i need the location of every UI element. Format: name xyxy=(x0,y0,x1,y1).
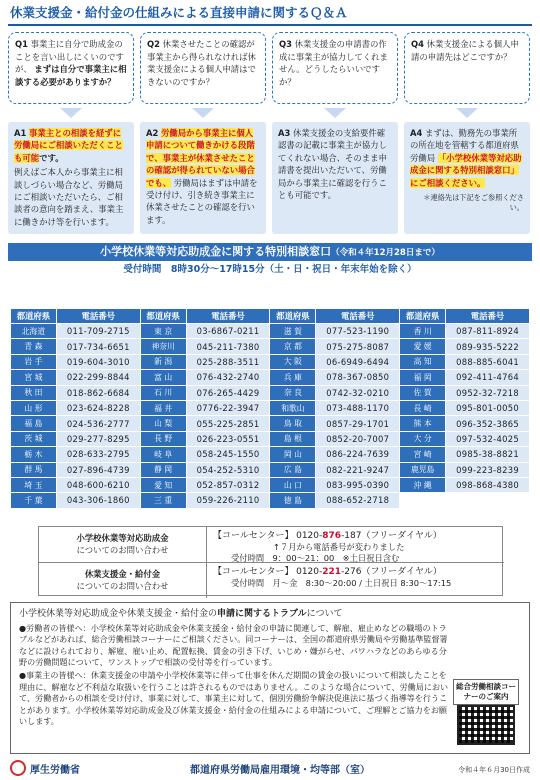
prefecture-cell: 群 馬 xyxy=(11,462,57,477)
qa-card-3 xyxy=(272,32,398,237)
phone-number-cell[interactable]: 025-288-3511 xyxy=(186,354,270,369)
prefecture-cell: 滋 賀 xyxy=(270,324,316,339)
phone-number-cell[interactable]: 011-709-2715 xyxy=(56,324,140,339)
phone-number-cell[interactable]: 022-299-8844 xyxy=(56,370,140,385)
answer-text: 休業支援金の支給要件確認書の記載に事業主が協力してくれない場合、そのまま申請書を提出いただいて、労働局から事業主に確認を行うことも可能です。 xyxy=(278,128,387,201)
phone-number-cell[interactable]: 076-432-2740 xyxy=(186,370,270,385)
phone-number-cell[interactable]: 078-367-0850 xyxy=(316,370,400,385)
call-center-box xyxy=(38,526,503,596)
trouble-title-c: について xyxy=(306,609,343,619)
column-header: 電話番号 xyxy=(446,309,530,324)
arrow-down-icon xyxy=(456,108,478,118)
answer-highlight: 「小学校休業等対応助成金に関する特別相談窓口」にご相談ください。 xyxy=(410,152,522,188)
prefecture-cell: 北海道 xyxy=(11,324,57,339)
prefecture-cell: 大 阪 xyxy=(270,354,316,369)
answer-text: 例えばご本人から事業主に相談しづらい場合など、労働局にご相談いただいたら、ご相談者の意向を踏まえ、事業主に働きかけ等を行います。 xyxy=(14,167,124,227)
prefecture-cell: 千 葉 xyxy=(11,493,57,508)
question-number: Q4 xyxy=(411,39,424,49)
prefecture-cell: 静 岡 xyxy=(140,462,186,477)
table-row xyxy=(11,416,530,431)
band-subtitle: （令和４年12月28日まで） xyxy=(331,248,440,258)
phone-number-cell[interactable]: 017-734-6651 xyxy=(56,339,140,354)
prefecture-cell: 宮 崎 xyxy=(400,447,446,462)
phone-number-cell[interactable]: 083-995-0390 xyxy=(316,477,400,492)
column-header: 都道府県 xyxy=(400,309,446,324)
question-box xyxy=(140,32,266,104)
phone-number-cell[interactable]: 077-523-1190 xyxy=(316,324,400,339)
phone-number-cell[interactable]: 027-896-4739 xyxy=(56,462,140,477)
phone-number-cell[interactable]: 0776-22-3947 xyxy=(186,400,270,415)
prefecture-cell: 岡 山 xyxy=(270,447,316,462)
prefecture-cell: 京 都 xyxy=(270,339,316,354)
prefecture-cell: 三 重 xyxy=(140,493,186,508)
prefecture-cell: 茨 城 xyxy=(11,431,57,446)
phone-number-cell[interactable]: 0852-20-7007 xyxy=(316,431,400,446)
phone-number-cell[interactable]: 048-600-6210 xyxy=(56,477,140,492)
column-header: 電話番号 xyxy=(186,309,270,324)
answer-box xyxy=(140,122,266,234)
notice-workers: ●労働者の皆様へ：小学校休業等対応助成金や休業支援金・給付金の申請に関連して、解雇、雇止めなどの職場のトラブルなどがあれば、総合労働相談コーナーにご相談ください。同コーナーは、全国の都道府県労働局や労働基準監督署などに設けられており、解雇、雇い止め、配置転換、賃金の引き下げ、いじめ・嫌がらせ、パワハラなどのあらゆる分野の労働問題について、ワンストップで相談の受付等を行っています。 xyxy=(19,622,448,668)
column-header: 都道府県 xyxy=(11,309,57,324)
question-bold: まずは自分で事業主に相談する必要がありますか？ xyxy=(15,64,127,87)
contact-note: ↑７月から電話番号が変わりました xyxy=(273,541,405,552)
trouble-notice xyxy=(10,602,530,754)
phone-prefix[interactable]: 0120- xyxy=(296,531,323,541)
phone-number-cell[interactable]: 095-801-0050 xyxy=(446,400,530,415)
prefecture-cell: 島 根 xyxy=(270,431,316,446)
phone-number-cell[interactable]: 088-652-2718 xyxy=(316,493,400,508)
prefecture-cell: 佐 賀 xyxy=(400,385,446,400)
prefecture-cell: 埼 玉 xyxy=(11,477,57,492)
phone-number-cell[interactable]: 082-221-9247 xyxy=(316,462,400,477)
table-row xyxy=(11,447,530,462)
prefecture-cell: 熊 本 xyxy=(400,416,446,431)
call-center-label: 【コールセンター】 xyxy=(213,531,294,541)
phone-number-cell[interactable]: 0952-32-7218 xyxy=(446,385,530,400)
prefecture-cell: 香 川 xyxy=(400,324,446,339)
contact-hours: 受付時間 9：00～21：00 ※土日祝日含む xyxy=(231,552,400,563)
prefecture-cell: 新 潟 xyxy=(140,354,186,369)
answer-number: A3 xyxy=(278,128,291,138)
qr-code-icon[interactable] xyxy=(457,705,515,745)
prefecture-cell: 兵 庫 xyxy=(270,370,316,385)
phone-number-cell[interactable]: 075-275-8087 xyxy=(316,339,400,354)
answer-box xyxy=(272,122,398,234)
contact-label xyxy=(39,527,207,562)
table-row xyxy=(11,493,530,508)
prefecture-cell: 岐 阜 xyxy=(140,447,186,462)
answer-number: A2 xyxy=(146,128,159,138)
phone-highlight[interactable]: 221 xyxy=(322,567,342,577)
contact-name: 休業支援金・給付金 xyxy=(84,569,161,579)
contact-detail xyxy=(213,530,503,563)
phone-highlight[interactable]: 876 xyxy=(322,531,342,541)
prefecture-cell xyxy=(400,493,446,508)
answer-number: A1 xyxy=(14,128,27,138)
arrow-down-icon xyxy=(324,108,346,118)
prefecture-cell: 徳 島 xyxy=(270,493,316,508)
ministry-logo-icon xyxy=(10,760,26,776)
question-number: Q3 xyxy=(279,39,292,49)
column-header: 電話番号 xyxy=(316,309,400,324)
phone-number-cell[interactable]: 098-868-4380 xyxy=(446,477,530,492)
phone-suffix[interactable]: -276（フリーダイヤル） xyxy=(341,567,442,577)
answer-highlight: 事業主との相談を経ずに労働局にご相談いただくことも可能 xyxy=(14,128,123,163)
prefecture-cell: 高 知 xyxy=(400,354,446,369)
answer-highlight: 労働局から事業主に個人申請について働きかける段階で、事業主が休業させたことの確認が得られていない場合でも、 xyxy=(146,128,255,188)
question-box xyxy=(404,32,530,104)
prefecture-cell: 神奈川 xyxy=(140,339,186,354)
phone-prefix[interactable]: 0120- xyxy=(296,567,323,577)
question-box xyxy=(272,32,398,104)
phone-number-cell[interactable]: 087-811-8924 xyxy=(446,324,530,339)
phone-number-cell[interactable]: 029-277-8295 xyxy=(56,431,140,446)
prefecture-cell: 福 岡 xyxy=(400,370,446,385)
answer-box xyxy=(404,122,530,234)
qa-card-4 xyxy=(404,32,530,237)
phone-number-cell[interactable]: 06-6949-6494 xyxy=(316,354,400,369)
table-row xyxy=(11,370,530,385)
question-text: 事業主に自分で助成金のことを言い出しにくいのですが、 xyxy=(15,39,124,75)
prefecture-cell: 長 野 xyxy=(140,431,186,446)
contact-row xyxy=(39,562,504,597)
call-center-label: 【コールセンター】 xyxy=(213,567,294,577)
phone-number-cell[interactable]: 026-223-0551 xyxy=(186,431,270,446)
prefecture-cell: 山 形 xyxy=(11,400,57,415)
phone-number-cell[interactable]: 099-223-8239 xyxy=(446,462,530,477)
question-number: Q1 xyxy=(15,39,28,49)
reception-hours: 受付時間 8時30分～17時15分（土・日・祝日・年末年始を除く） xyxy=(8,262,532,278)
phone-number-cell[interactable]: 054-252-5310 xyxy=(186,462,270,477)
table-row xyxy=(11,462,530,477)
question-text: 休業させたことの確認が事業主から得られなければ休業支援金による個人申請はできないのですか？ xyxy=(147,39,256,87)
phone-number-cell[interactable]: 019-604-3010 xyxy=(56,354,140,369)
column-header: 都道府県 xyxy=(270,309,316,324)
phone-number-cell[interactable]: 086-224-7639 xyxy=(316,447,400,462)
phone-number-cell[interactable]: 096-352-3865 xyxy=(446,416,530,431)
answer-text: まずは、勤務先の事業所の所在地を管轄する都道府県労働局 xyxy=(410,128,519,163)
table-row xyxy=(11,431,530,446)
prefecture-cell: 奈 良 xyxy=(270,385,316,400)
contact-label xyxy=(39,563,207,598)
prefecture-cell: 和歌山 xyxy=(270,400,316,415)
prefecture-cell: 長 崎 xyxy=(400,400,446,415)
phone-number-cell[interactable]: 0985-38-8821 xyxy=(446,447,530,462)
question-text: 休業支援金による個人申請の申請先はどこですか？ xyxy=(411,39,519,62)
title-divider xyxy=(8,24,532,26)
prefecture-cell: 石 川 xyxy=(140,385,186,400)
contact-hours: 受付時間 月～金 8:30～20:00 / 土日祝日 8:30～17:15 xyxy=(231,577,452,588)
phone-number-cell[interactable]: 097-532-4025 xyxy=(446,431,530,446)
prefecture-cell: 山 口 xyxy=(270,477,316,492)
phone-number-cell[interactable]: 055-225-2851 xyxy=(186,416,270,431)
question-number: Q2 xyxy=(147,39,160,49)
prefecture-cell: 福 井 xyxy=(140,400,186,415)
arrow-down-icon xyxy=(192,108,214,118)
column-header: 都道府県 xyxy=(140,309,186,324)
prefecture-cell: 福 島 xyxy=(11,416,57,431)
phone-number-cell[interactable]: 073-488-1170 xyxy=(316,400,400,415)
phone-number-cell[interactable]: 043-306-1860 xyxy=(56,493,140,508)
phone-number-cell[interactable]: 0742-32-0210 xyxy=(316,385,400,400)
contact-name: 小学校休業等対応助成金 xyxy=(76,533,169,543)
footer xyxy=(10,758,530,778)
consultation-band xyxy=(8,243,532,261)
prefecture-cell: 栃 木 xyxy=(11,447,57,462)
answer-text: 労働局はまずは申請を受け付け、引き続き事業主に休業させたことの確認を行います。 xyxy=(146,177,258,225)
prefecture-cell: 沖 縄 xyxy=(400,477,446,492)
phone-number-cell[interactable]: 03-6867-0211 xyxy=(186,324,270,339)
ministry-name: 厚生労働省 xyxy=(30,765,80,776)
prefecture-cell: 山 梨 xyxy=(140,416,186,431)
prefecture-cell: 愛 媛 xyxy=(400,339,446,354)
question-box xyxy=(8,32,134,104)
prefecture-cell: 広 島 xyxy=(270,462,316,477)
table-header-row xyxy=(11,309,530,324)
phone-number-cell[interactable]: 058-245-1550 xyxy=(186,447,270,462)
qa-card-1 xyxy=(8,32,134,237)
arrow-down-icon xyxy=(60,108,82,118)
answer-highlight-tail: です。 xyxy=(39,152,64,163)
qr-caption: 総合労働相談コーナーのご案内 xyxy=(453,679,519,705)
table-row xyxy=(11,385,530,400)
prefecture-cell: 愛 知 xyxy=(140,477,186,492)
phone-table xyxy=(10,308,530,509)
answer-number: A4 xyxy=(410,128,423,138)
prefecture-cell: 鳥 取 xyxy=(270,416,316,431)
contact-sub: についてのお問い合わせ xyxy=(76,545,169,555)
column-header: 電話番号 xyxy=(56,309,140,324)
table-row xyxy=(11,324,530,339)
prefecture-cell: 大 分 xyxy=(400,431,446,446)
table-row xyxy=(11,354,530,369)
prefecture-cell: 東 京 xyxy=(140,324,186,339)
answer-box xyxy=(8,122,134,234)
trouble-title-a: 小学校休業等対応助成金や休業支援金・給付金の xyxy=(19,609,218,619)
band-title: 小学校休業等対応助成金に関する特別相談窓口 xyxy=(100,245,332,258)
table-row xyxy=(11,339,530,354)
qa-card-2 xyxy=(140,32,266,237)
trouble-title-b: 申請に関するトラブル xyxy=(217,609,307,619)
phone-number-cell[interactable]: 092-411-4764 xyxy=(446,370,530,385)
prefecture-cell: 鹿児島 xyxy=(400,462,446,477)
page-title: 休業支援金・給付金の仕組みによる直接申請に関するＱ＆Ａ xyxy=(10,5,348,20)
phone-number-cell[interactable]: 088-885-6041 xyxy=(446,354,530,369)
notice-employers: ●事業主の皆様へ：休業支援金の申請や小学校休業等に伴って仕事を休んだ期間の賃金の扱いについて相談したことを理由に、解雇など不利益な取扱いを行うことは許されるものではありません。このような場合について、労働局において、労働者からの相談を受け付け、事業に対して、事業主に対して、個別労働紛争解決促進法に基づく指導等を行うことがあります。小学校休業等対応助成金及び休業支援金・給付金の仕組みによる申請について、ご理解とご協力をお願いします。 xyxy=(19,669,449,727)
phone-number-cell[interactable] xyxy=(446,493,530,508)
trouble-title xyxy=(19,609,521,621)
prefecture-cell: 富 山 xyxy=(140,370,186,385)
table-row xyxy=(11,400,530,415)
answer-note: ＊連絡先は下記をご参照ください。 xyxy=(423,193,524,213)
contact-sub: についてのお問い合わせ xyxy=(76,581,169,591)
phone-number-cell[interactable]: 018-862-6684 xyxy=(56,385,140,400)
contact-detail xyxy=(213,566,503,589)
prefecture-cell: 岩 手 xyxy=(11,354,57,369)
prefecture-cell: 秋 田 xyxy=(11,385,57,400)
phone-number-cell[interactable]: 052-857-0312 xyxy=(186,477,270,492)
phone-number-cell[interactable]: 023-624-8228 xyxy=(56,400,140,415)
creation-date: 令和４年６月30日作成 xyxy=(458,766,530,774)
phone-number-cell[interactable]: 024-536-2777 xyxy=(56,416,140,431)
table-row xyxy=(11,477,530,492)
contact-row xyxy=(39,527,504,562)
prefecture-cell: 青 森 xyxy=(11,339,57,354)
phone-suffix[interactable]: -187（フリーダイヤル） xyxy=(341,531,442,541)
prefecture-cell: 宮 城 xyxy=(11,370,57,385)
question-text: 休業支援金の申請書の作成に事業主が協力してくれません。どうしたらいいですか？ xyxy=(279,39,388,87)
office-name: 都道府県労働局雇用環境・均等部（室） xyxy=(190,765,370,776)
phone-number-cell[interactable]: 028-633-2795 xyxy=(56,447,140,462)
phone-number-cell[interactable]: 0857-29-1701 xyxy=(316,416,400,431)
phone-number-cell[interactable]: 059-226-2110 xyxy=(186,493,270,508)
phone-number-cell[interactable]: 076-265-4429 xyxy=(186,385,270,400)
phone-number-cell[interactable]: 089-935-5222 xyxy=(446,339,530,354)
phone-number-cell[interactable]: 045-211-7380 xyxy=(186,339,270,354)
